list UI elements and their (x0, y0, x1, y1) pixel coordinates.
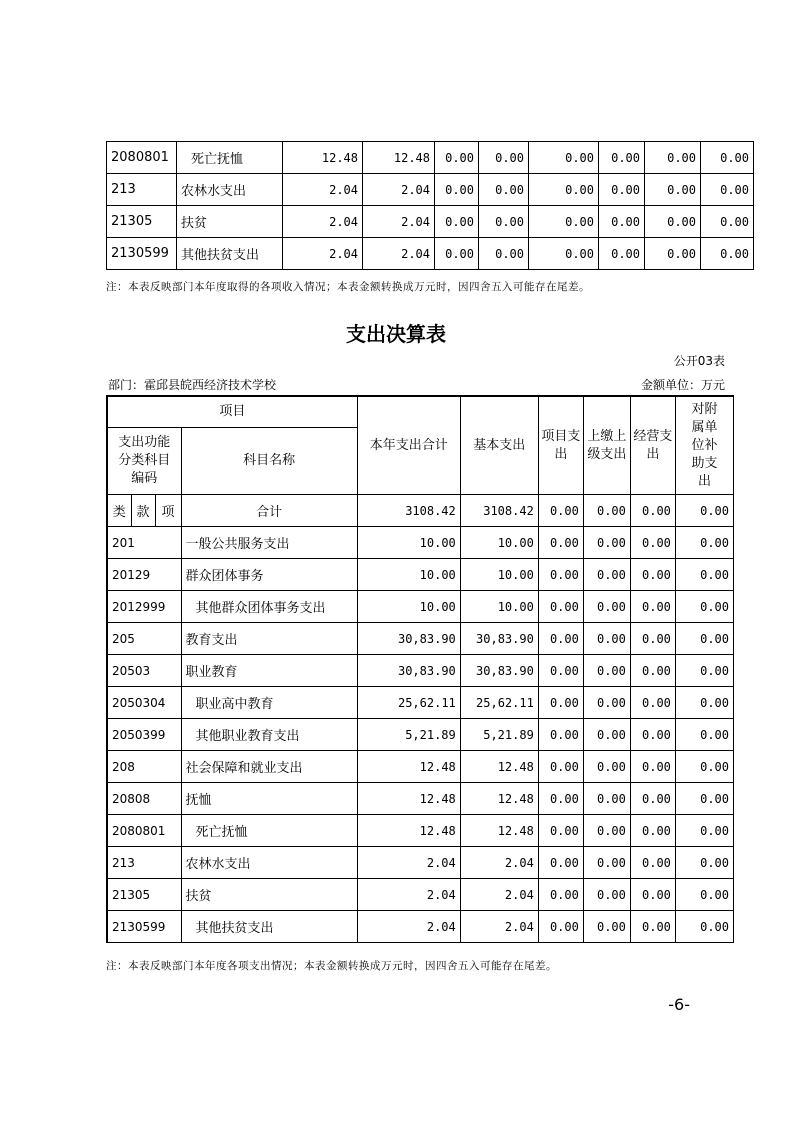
table-row (107, 815, 734, 847)
amount-cell: 30,83.90 (460, 623, 538, 655)
subject-name: 其他扶贫支出 (177, 238, 283, 270)
subject-name: 农林水支出 (177, 174, 283, 206)
header-upper-pay: 上缴上级支出 (583, 396, 630, 495)
amount-cell: 12.48 (357, 783, 460, 815)
amount-cell: 10.00 (357, 591, 460, 623)
amount-cell: 12.48 (363, 142, 435, 174)
amount-cell: 2.04 (283, 174, 363, 206)
subject-code: 2050399 (107, 719, 181, 751)
amount-cell: 0.00 (435, 142, 479, 174)
amount-cell: 5,21.89 (357, 719, 460, 751)
amount-cell: 0.00 (675, 879, 733, 911)
amount-cell: 0.00 (538, 591, 583, 623)
subject-name: 其他职业教育支出 (181, 719, 357, 751)
amount-cell: 0.00 (583, 847, 630, 879)
amount-cell: 0.00 (538, 623, 583, 655)
table-row (107, 591, 734, 623)
total-value: 0.00 (675, 495, 733, 527)
amount-cell: 0.00 (645, 206, 701, 238)
amount-cell: 0.00 (675, 751, 733, 783)
table-row (107, 719, 734, 751)
amount-cell: 0.00 (583, 751, 630, 783)
amount-cell: 0.00 (538, 655, 583, 687)
header-subsidy: 对附属单位补助支出 (675, 396, 733, 495)
header-project: 项目 (107, 396, 357, 428)
subject-name: 抚恤 (181, 783, 357, 815)
amount-cell: 2.04 (357, 847, 460, 879)
form-number: 公开03表 (673, 354, 725, 368)
amount-cell: 0.00 (630, 911, 675, 943)
amount-cell: 2.04 (357, 879, 460, 911)
amount-cell: 10.00 (357, 527, 460, 559)
amount-cell: 0.00 (538, 751, 583, 783)
unit-label: 金额单位：万元 (640, 378, 725, 392)
amount-cell: 0.00 (630, 847, 675, 879)
amount-cell: 30,83.90 (357, 623, 460, 655)
amount-cell: 0.00 (529, 142, 599, 174)
amount-cell: 0.00 (529, 174, 599, 206)
table-row (107, 687, 734, 719)
amount-cell: 0.00 (538, 879, 583, 911)
table-row (107, 527, 734, 559)
subject-code: 213 (107, 174, 177, 206)
table-row (107, 623, 734, 655)
subject-code: 20129 (107, 559, 181, 591)
table-row (107, 655, 734, 687)
amount-cell: 0.00 (675, 591, 733, 623)
table-row (107, 751, 734, 783)
header-kuan: 款 (131, 495, 155, 527)
amount-cell: 0.00 (479, 206, 529, 238)
amount-cell: 0.00 (630, 687, 675, 719)
expenditure-table-note: 注：本表反映部门本年度各项支出情况；本表金额转换成万元时，因四舍五入可能存在尾差。 (106, 960, 557, 972)
amount-cell: 0.00 (701, 174, 754, 206)
amount-cell: 0.00 (538, 911, 583, 943)
subject-name: 其他群众团体事务支出 (181, 591, 357, 623)
amount-cell: 0.00 (675, 783, 733, 815)
amount-cell: 0.00 (479, 174, 529, 206)
amount-cell: 10.00 (460, 527, 538, 559)
header-subject-name: 科目名称 (181, 428, 357, 495)
amount-cell: 2.04 (357, 911, 460, 943)
amount-cell: 0.00 (630, 655, 675, 687)
amount-cell: 0.00 (479, 238, 529, 270)
page-title: 支出决算表 (346, 322, 446, 346)
amount-cell: 0.00 (538, 847, 583, 879)
department-label: 部门：霍邱县皖西经济技术学校 (108, 378, 277, 392)
amount-cell: 0.00 (479, 142, 529, 174)
amount-cell: 0.00 (435, 238, 479, 270)
amount-cell: 0.00 (538, 783, 583, 815)
amount-cell: 30,83.90 (460, 655, 538, 687)
total-value: 3108.42 (460, 495, 538, 527)
amount-cell: 0.00 (529, 238, 599, 270)
subject-code: 201 (107, 527, 181, 559)
amount-cell: 0.00 (583, 655, 630, 687)
amount-cell: 0.00 (529, 206, 599, 238)
header-xiang: 项 (155, 495, 181, 527)
subject-name: 其他扶贫支出 (181, 911, 357, 943)
amount-cell: 10.00 (357, 559, 460, 591)
subject-name: 一般公共服务支出 (181, 527, 357, 559)
subject-name: 教育支出 (181, 623, 357, 655)
amount-cell: 12.48 (460, 783, 538, 815)
subject-code: 21305 (107, 879, 181, 911)
subject-code: 205 (107, 623, 181, 655)
amount-cell: 12.48 (357, 751, 460, 783)
amount-cell: 0.00 (583, 591, 630, 623)
amount-cell: 0.00 (675, 655, 733, 687)
total-value: 0.00 (538, 495, 583, 527)
amount-cell: 12.48 (460, 751, 538, 783)
amount-cell: 0.00 (583, 623, 630, 655)
amount-cell: 2.04 (460, 879, 538, 911)
amount-cell: 0.00 (675, 527, 733, 559)
income-table-note: 注：本表反映部门本年度取得的各项收入情况；本表金额转换成万元时，因四舍五入可能存在尾差。 (106, 281, 590, 293)
subject-code: 2130599 (107, 238, 177, 270)
amount-cell: 0.00 (675, 719, 733, 751)
amount-cell: 0.00 (435, 174, 479, 206)
amount-cell: 0.00 (675, 687, 733, 719)
amount-cell: 25,62.11 (357, 687, 460, 719)
amount-cell: 0.00 (701, 238, 754, 270)
subject-code: 2012999 (107, 591, 181, 623)
amount-cell: 2.04 (460, 847, 538, 879)
total-value: 3108.42 (357, 495, 460, 527)
subject-code: 20808 (107, 783, 181, 815)
amount-cell: 0.00 (599, 238, 645, 270)
amount-cell: 0.00 (599, 174, 645, 206)
amount-cell: 0.00 (583, 719, 630, 751)
table-row (107, 174, 754, 206)
amount-cell: 0.00 (538, 687, 583, 719)
amount-cell: 2.04 (363, 238, 435, 270)
table-row (107, 206, 754, 238)
amount-cell: 0.00 (645, 174, 701, 206)
total-value: 0.00 (630, 495, 675, 527)
amount-cell: 0.00 (538, 527, 583, 559)
amount-cell: 0.00 (583, 559, 630, 591)
amount-cell: 0.00 (630, 719, 675, 751)
amount-cell: 0.00 (675, 815, 733, 847)
table-row (107, 911, 734, 943)
amount-cell: 0.00 (645, 142, 701, 174)
subject-code: 2080801 (107, 815, 181, 847)
amount-cell: 0.00 (630, 527, 675, 559)
subject-name: 死亡抚恤 (177, 142, 283, 174)
amount-cell: 0.00 (435, 206, 479, 238)
amount-cell: 12.48 (460, 815, 538, 847)
amount-cell: 2.04 (283, 206, 363, 238)
amount-cell: 2.04 (363, 206, 435, 238)
subject-name: 农林水支出 (181, 847, 357, 879)
subject-code: 21305 (107, 206, 177, 238)
subject-name: 扶贫 (177, 206, 283, 238)
header-project-exp: 项目支出 (538, 396, 583, 495)
amount-cell: 0.00 (701, 142, 754, 174)
amount-cell: 0.00 (583, 687, 630, 719)
amount-cell: 2.04 (460, 911, 538, 943)
header-total: 本年支出合计 (357, 396, 460, 495)
amount-cell: 30,83.90 (357, 655, 460, 687)
amount-cell: 0.00 (583, 783, 630, 815)
amount-cell: 0.00 (583, 879, 630, 911)
amount-cell: 25,62.11 (460, 687, 538, 719)
total-value: 0.00 (583, 495, 630, 527)
subject-code: 208 (107, 751, 181, 783)
amount-cell: 0.00 (630, 879, 675, 911)
amount-cell: 0.00 (599, 142, 645, 174)
header-lei: 类 (107, 495, 131, 527)
subject-name: 扶贫 (181, 879, 357, 911)
amount-cell: 0.00 (583, 911, 630, 943)
amount-cell: 0.00 (675, 559, 733, 591)
table-row (107, 238, 754, 270)
amount-cell: 0.00 (538, 559, 583, 591)
amount-cell: 0.00 (583, 527, 630, 559)
table-row (107, 783, 734, 815)
subject-name: 职业教育 (181, 655, 357, 687)
subject-name: 群众团体事务 (181, 559, 357, 591)
table-row (107, 559, 734, 591)
amount-cell: 10.00 (460, 559, 538, 591)
amount-cell: 5,21.89 (460, 719, 538, 751)
amount-cell: 0.00 (538, 719, 583, 751)
amount-cell: 0.00 (675, 847, 733, 879)
amount-cell: 0.00 (630, 559, 675, 591)
income-table-continuation (106, 141, 754, 270)
table-row (107, 879, 734, 911)
subject-name: 社会保障和就业支出 (181, 751, 357, 783)
subject-code: 20503 (107, 655, 181, 687)
amount-cell: 2.04 (363, 174, 435, 206)
table-row (107, 847, 734, 879)
amount-cell: 12.48 (283, 142, 363, 174)
amount-cell: 0.00 (583, 815, 630, 847)
subject-code: 2130599 (107, 911, 181, 943)
amount-cell: 10.00 (460, 591, 538, 623)
amount-cell: 0.00 (630, 623, 675, 655)
amount-cell: 0.00 (630, 591, 675, 623)
subject-code: 213 (107, 847, 181, 879)
header-basic: 基本支出 (460, 396, 538, 495)
amount-cell: 2.04 (283, 238, 363, 270)
amount-cell: 0.00 (630, 815, 675, 847)
header-business: 经营支出 (630, 396, 675, 495)
amount-cell: 0.00 (675, 911, 733, 943)
header-func-code: 支出功能分类科目编码 (107, 428, 181, 495)
amount-cell: 0.00 (630, 783, 675, 815)
subject-name: 死亡抚恤 (181, 815, 357, 847)
table-row (107, 142, 754, 174)
amount-cell: 0.00 (675, 623, 733, 655)
amount-cell: 0.00 (538, 815, 583, 847)
subject-code: 2080801 (107, 142, 177, 174)
amount-cell: 12.48 (357, 815, 460, 847)
amount-cell: 0.00 (645, 238, 701, 270)
header-heji: 合计 (181, 495, 357, 527)
amount-cell: 0.00 (630, 751, 675, 783)
expenditure-table (106, 395, 734, 943)
subject-code: 2050304 (107, 687, 181, 719)
subject-name: 职业高中教育 (181, 687, 357, 719)
amount-cell: 0.00 (701, 206, 754, 238)
page-number: -6- (668, 995, 690, 1014)
amount-cell: 0.00 (599, 206, 645, 238)
